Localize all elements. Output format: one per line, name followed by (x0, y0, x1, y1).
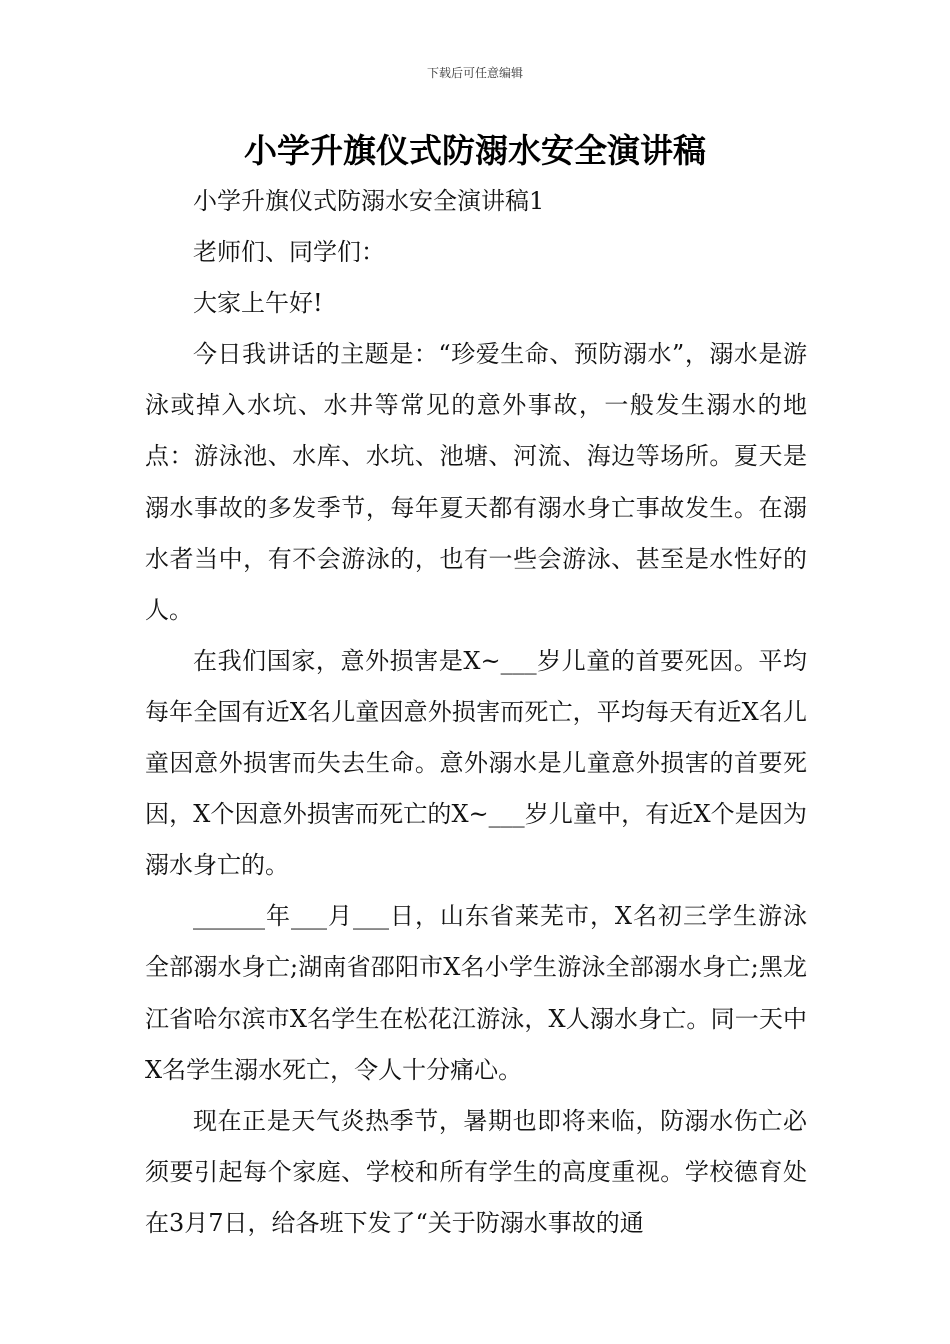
greeting-paragraph: 老师们、同学们： (193, 238, 385, 267)
page-header-note: 下载后可任意编辑 (426, 66, 523, 80)
body-paragraph: ______年___月___日，山东省莱芜市，X名初三学生游泳全部溺水身亡;湖南省邵阳市X名小学生游泳全部溺水身亡;黑龙江省哈尔滨市X名学生在松花江游泳，X人溺水身亡。同一天中X名学生溺水死亡，令人十分痛心。 (145, 902, 807, 1084)
salutation-paragraph: 大家上午好! (193, 289, 323, 318)
document-body (145, 176, 807, 1249)
body-paragraph: 今日我讲话的主题是：“珍爱生命、预防溺水”，溺水是游泳或掉入水坑、水井等常见的意外事故，一般发生溺水的地点：游泳池、水库、水坑、池塘、河流、海边等场所。夏天是溺水事故的多发季节，每年夏天都有溺水身亡事故发生。在溺水者当中，有不会游泳的，也有一些会游泳、甚至是水性好的人。 (145, 340, 807, 624)
document-title: 小学升旗仪式防溺水安全演讲稿 (244, 131, 706, 170)
body-paragraph: 现在正是天气炎热季节，暑期也即将来临，防溺水伤亡必须要引起每个家庭、学校和所有学生的高度重视。学校德育处在3月7日，给各班下发了“关于防溺水事故的通 (145, 1106, 807, 1237)
body-paragraph: 在我们国家，意外损害是X~___岁儿童的首要死因。平均每年全国有近X名儿童因意外损害而死亡，平均每天有近X名儿童因意外损害而失去生命。意外溺水是儿童意外损害的首要死因，X个因意外损害而死亡的X~___岁儿童中，有近X个是因为溺水身亡的。 (145, 646, 807, 880)
subtitle-paragraph: 小学升旗仪式防溺水安全演讲稿1 (193, 187, 545, 215)
